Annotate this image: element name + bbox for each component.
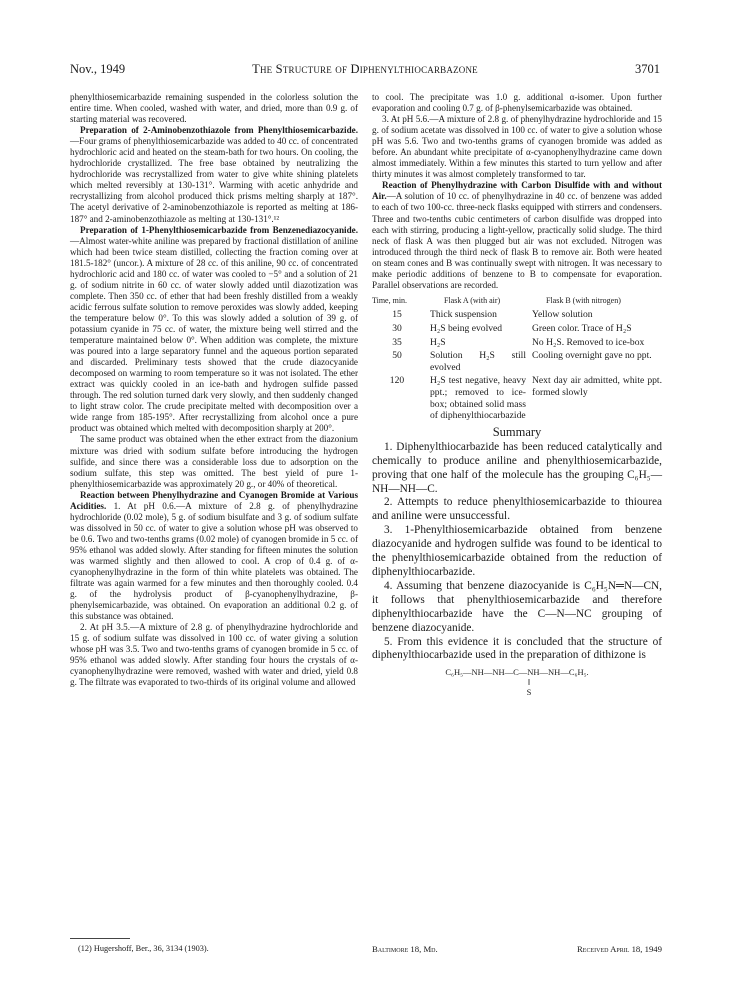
paragraph-text: —Almost water-white aniline was prepared by fractional distillation of aniline which had been twice steam distilled, collecting the fraction coming over at 181.5-182° (uncor.). A mixture of 28 cc. of this aniline, 90 cc. of concentrated hydrochloric acid and 180 cc. of water was cooled to −5° and a solution of 21 g. of sodium nitrite in 60 cc. of water slowly added until diazotization was complete. Then 350 cc. of ether that had been freshly distilled from a weakly acidic ferrous sulfate solution to remove peroxides was slowly added, keeping the temperature below 0°. To this was slowly added a solution of 39 g. of potassium cyanide in 75 cc. of water, the mixture being well stirred and the temperature maintained below 0°. When addition was complete, the mixture was poured into a large separatory funnel and the aqueous portion separated and discarded. Preliminary tests showed that the crude diazocyanide decomposed on warming to room temperature so it was not isolated. The ether extract was quickly cooled in an ice-bath and hydrogen sulfide passed through. The red solution turned dark very slowly, and then suddenly changed to light straw color. The crude precipitate melted with decomposition over a wide range from 185-195°. After recrystallizing from alcohol once a pure product was obtained which melted with decomposition sharply at 200°. (70, 235, 358, 434)
summary-item: 5. From this evidence it is concluded that the structure of diphenylthiocarbazide used in the preparation of dithizone is (372, 635, 662, 662)
time-cell: 50 (392, 350, 402, 362)
table-row (372, 337, 662, 351)
flask-b-cell: Next day air admitted, white ppt. formed slowly (532, 375, 662, 398)
place: Baltimore 18, Md. (372, 944, 438, 954)
table-row (372, 375, 662, 423)
table-header-time: Time, min. (372, 295, 408, 305)
running-title: The Structure of Diphenylthiocarbazone (252, 62, 478, 76)
summary-item: 1. Diphenylthiocarbazide has been reduced catalytically and chemically to produce aniline and phenylthiosemicarbazide, proving that one half of the molecule has the grouping C₆H₅—NH—NH—C. (372, 440, 662, 495)
paragraph (70, 92, 358, 125)
summary-list (372, 441, 662, 664)
summary-item: 2. Attempts to reduce phenylthiosemicarbazide to thiourea and aniline were unsuccessful. (372, 496, 662, 523)
footnote-rule (70, 938, 130, 939)
paragraph-text: —Four grams of phenylthiosemicarbazide was added to 40 cc. of concentrated hydrochloric acid and heated on the steam-bath for two hours. On cooling, the hydrochloride crystallized. The free base obtained by neutralizing the hydrochloride was recrystallized from water to give white shining platelets which melted reversibly at 130-131°. Warming with acetic anhydride and recrystallizing from alcohol produced thick prisms melting sharply at 187°. The acetyl derivative of 2-aminobenzothiazole is reported as melting at 186-187° and 2-aminobenzothiazole as melting at 130-131°.¹² (70, 136, 358, 224)
formula-main: C₆H₅—NH—NH—C—NH—NH—C₆H₅. (445, 667, 589, 678)
issue-date: Nov., 1949 (70, 62, 126, 76)
paragraph-text: 3. At pH 5.6.—A mixture of 2.8 g. of phenylhydrazine hydrochloride and 15 g. of sodium acetate was dissolved in 100 cc. of water to give a solution whose pH was 5.6. Two and two-tenths grams of cyanogen bromide was added as before. An abundant white precipitate of α-cyanophenylhydrazine came down almost immediately. Within a few minutes this started to turn yellow and after thirty minutes it was almost completely transformed to tar. (372, 114, 662, 180)
flask-b-cell: Yellow solution (532, 309, 593, 321)
table-row (372, 350, 662, 375)
time-cell: 30 (392, 323, 402, 335)
paragraph (372, 92, 662, 114)
right-column-text (372, 92, 662, 291)
paragraph (70, 434, 358, 489)
table-header-flask-b: Flask B (with nitrogen) (546, 295, 621, 305)
flask-b-cell: No H₂S. Removed to ice-box (532, 336, 645, 348)
flask-a-cell: Thick suspension (430, 309, 497, 321)
observation-table (372, 295, 662, 424)
structural-formula (372, 667, 662, 697)
run-in-heading: Reaction between Phenylhydrazine and Cyanogen Bromide at Various Acidities. (70, 489, 358, 511)
table-header-row (372, 295, 662, 310)
formula-double-bond: ‖ (527, 677, 531, 688)
time-cell: 35 (392, 336, 402, 348)
paragraph (70, 125, 358, 224)
received-date: Received April 18, 1949 (576, 944, 662, 954)
summary-item: 4. Assuming that benzene diazocyanide is C₆H₅N═N—CN, it follows that phenylthiosemicarbazide and therefore diphenylthiocarbazide have the C—N—NC grouping of benzene diazocyanide. (372, 579, 662, 634)
summary-title: Summary (492, 424, 542, 439)
flask-a-cell: Solution H₂S still evolved (430, 350, 526, 373)
left-column (70, 92, 358, 689)
run-in-heading: Preparation of 1-Phenylthiosemicarbazide from Benzenediazocyanide. (80, 224, 358, 235)
flask-a-cell: H₂S test negative, heavy ppt.; removed to ice-box; obtained solid mass of diphenylthiocarbazide (430, 375, 526, 422)
summary-item: 3. 1-Phenylthiosemicarbazide obtained from benzene diazocyanide and hydrogen sulfide was found to be identical to the phenylthiosemicarbazide obtained from the reduction of diphenylthiocarbazide. (372, 524, 662, 578)
time-cell: 15 (392, 309, 402, 321)
paragraph (70, 225, 358, 435)
paragraph-text: to cool. The precipitate was 1.0 g. additional α-isomer. Upon further evaporation and cooling 0.7 g. of β-phenylsemicarbazide was obtained. (372, 92, 662, 114)
paragraph (372, 114, 662, 180)
paragraph-text: The same product was obtained when the ether extract from the diazonium mixture was dried with sodium sulfate before introducing the hydrogen sulfide, and since there was a considerable loss due to adsorption on the sodium sulfate, this step was omitted. The best yield of pure 1-phenylthiosemicarbazide was approximately 20 g., or 40% of theoretical. (70, 434, 358, 489)
flask-a-cell: H₂S (430, 336, 446, 348)
run-in-heading: Preparation of 2-Aminobenzothiazole from Phenylthiosemicarbazide. (80, 125, 358, 136)
paragraph (70, 490, 358, 623)
page-number: 3701 (635, 62, 660, 76)
table-row (372, 309, 662, 323)
paragraph-text: —A solution of 10 cc. of phenylhydrazine in 40 cc. of benzene was added to each of two 100-cc. three-neck flasks equipped with stirrers and condensers. Three and two-tenths cubic centimeters of carbon disulfide was dropped into each with stirring, producing a light-yellow, practically solid sludge. The third neck of flask A was then plugged but air was not excluded. Nitrogen was introduced through the third neck of flask B to remove air. Both were heated on steam cones and B was continually swept with nitrogen. It was necessary to make periodic additions of benzene to B to compensate for evaporation. Parallel observations are recorded. (372, 191, 662, 290)
flask-b-cell: Green color. Trace of H₂S (532, 323, 632, 335)
run-in-heading: Reaction of Phenylhydrazine with Carbon Disulfide with and without Air. (372, 180, 662, 202)
flask-b-cell: Cooling overnight gave no ppt. (532, 350, 652, 362)
flask-a-cell: H₂S being evolved (430, 323, 503, 335)
right-column (372, 92, 662, 697)
formula-sulfur: S (526, 687, 532, 698)
paragraph (70, 622, 358, 688)
paragraph-text: phenylthiosemicarbazide remaining suspended in the colorless solution the entire time. When cooled, washed with water, and dried, more than 0.9 g. of starting material was recovered. (70, 92, 358, 125)
footnote: (12) Hugershoff, Ber., 36, 3134 (1903). (78, 944, 209, 953)
paragraph (372, 180, 662, 290)
time-cell: 120 (389, 375, 405, 387)
paragraph-text: 1. At pH 0.6.—A mixture of 2.8 g. of phenylhydrazine hydrochloride (0.02 mole), 5 g. of sodium bisulfate and 3 g. of sodium sulfate was dissolved in 50 cc. of water to give a solution whose pH was observed to be 0.6. Two and two-tenths grams (0.02 mole) of cyanogen bromide in 5 cc. of 95% ethanol was added slowly. After standing for fifteen minutes the solution was warmed slightly and then allowed to cool. A crop of 0.4 g. of α-cyanophenylhydrazine in the form of thin white platelets was obtained. The filtrate was again warmed for a few minutes and then thoroughly cooled. 0.4 g. of the hydrolysis product of β-cyanophenylhydrazine, β-phenylsemicarbazide, was obtained. On evaporation an additional 0.2 g. of this substance was obtained. (70, 500, 358, 622)
page-header (70, 62, 660, 78)
table-header-flask-a: Flask A (with air) (444, 295, 501, 305)
paragraph-text: 2. At pH 3.5.—A mixture of 2.8 g. of phenylhydrazine hydrochloride and 15 g. of sodium sulfate was dissolved in 100 cc. of water giving a solution whose pH was 3.5. Two and two-tenths grams of cyanogen bromide in 5 cc. of 95% ethanol was added slowly. After standing four hours the crystals of α-cyanophenylhydrazine were removed, washed with water and dried, yield 0.8 g. The filtrate was evaporated to two-thirds of its original volume and allowed (70, 622, 358, 688)
table-row (372, 323, 662, 337)
